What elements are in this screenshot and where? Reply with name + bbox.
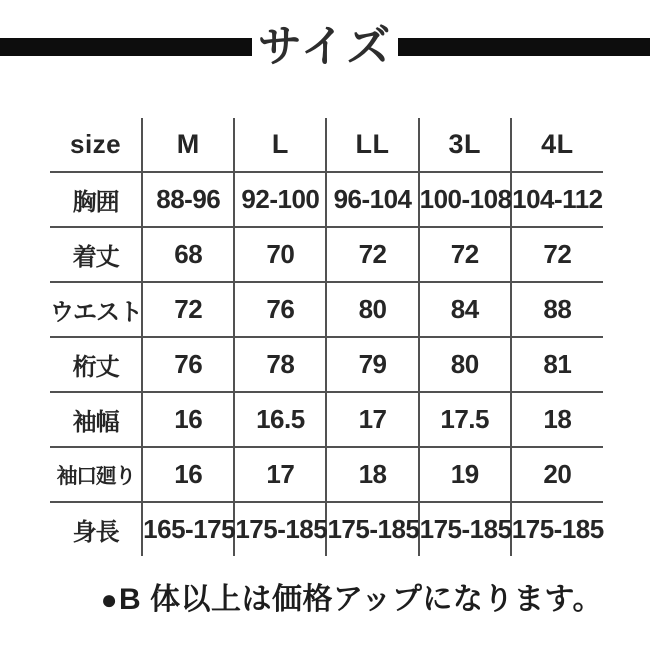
cell-sleeve-width-ll: 17 (326, 392, 418, 447)
section-title (0, 0, 650, 70)
cell-body-length-3l: 72 (419, 227, 511, 282)
size-table (50, 118, 603, 556)
cell-cuff-l: 17 (234, 447, 326, 502)
table-row-waist (50, 282, 603, 337)
cell-cuff-ll: 18 (326, 447, 418, 502)
cell-sleeve-length-4l: 81 (511, 337, 603, 392)
cell-waist-l: 76 (234, 282, 326, 337)
cell-cuff-m: 16 (142, 447, 234, 502)
page-title: サイズ (257, 21, 393, 71)
row-label-chest: 胸囲 (50, 172, 142, 227)
column-header-4l: 4L (511, 118, 603, 172)
cell-chest-l: 92-100 (234, 172, 326, 227)
cell-sleeve-length-l: 78 (234, 337, 326, 392)
cell-chest-ll: 96-104 (326, 172, 418, 227)
cell-body-length-4l: 72 (511, 227, 603, 282)
column-header-m: M (142, 118, 234, 172)
table-row-chest (50, 172, 603, 227)
cell-sleeve-length-3l: 80 (419, 337, 511, 392)
cell-sleeve-length-ll: 79 (326, 337, 418, 392)
column-header-ll: LL (326, 118, 418, 172)
cell-height-4l: 175-185 (511, 502, 603, 556)
title-rule-right (398, 38, 650, 56)
cell-sleeve-width-l: 16.5 (234, 392, 326, 447)
cell-cuff-3l: 19 (419, 447, 511, 502)
column-header-3l: 3L (419, 118, 511, 172)
cell-height-3l: 175-185 (419, 502, 511, 556)
table-row-sleeve-width (50, 392, 603, 447)
row-label-body-length: 着丈 (50, 227, 142, 282)
row-label-height: 身長 (72, 519, 119, 546)
price-note (0, 574, 650, 618)
cell-sleeve-width-4l: 18 (511, 392, 603, 447)
cell-sleeve-width-m: 16 (142, 392, 234, 447)
table-row-height (50, 502, 603, 556)
row-label-cuff: 袖口廻り (50, 447, 142, 502)
cell-body-length-l: 70 (234, 227, 326, 282)
title-rule-left (0, 38, 252, 56)
cell-waist-4l: 88 (511, 282, 603, 337)
cell-height-m: 165-175 (142, 502, 234, 556)
table-row-sleeve-length (50, 337, 603, 392)
column-header-l: L (234, 118, 326, 172)
row-label-sleeve-width: 袖幅 (50, 392, 142, 447)
cell-chest-4l: 104-112 (511, 172, 603, 227)
table-row-body-length (50, 227, 603, 282)
cell-waist-3l: 84 (419, 282, 511, 337)
row-label-sleeve-length: 桁丈 (50, 337, 142, 392)
cell-chest-m: 88-96 (142, 172, 234, 227)
cell-cuff-4l: 20 (511, 447, 603, 502)
cell-waist-ll: 80 (326, 282, 418, 337)
cell-waist-m: 72 (142, 282, 234, 337)
cell-height-ll: 175-185 (326, 502, 418, 556)
cell-chest-3l: 100-108 (419, 172, 511, 227)
table-row-cuff (50, 447, 603, 502)
price-note-text: B 体以上は価格アップになります。 (119, 583, 603, 616)
cell-height-l: 175-185 (234, 502, 326, 556)
cell-sleeve-width-3l: 17.5 (419, 392, 511, 447)
cell-body-length-m: 68 (142, 227, 234, 282)
cell-sleeve-length-m: 76 (142, 337, 234, 392)
row-label-waist: ウエスト (50, 282, 142, 337)
table-header-row (50, 118, 603, 172)
size-column-header: size (50, 118, 142, 172)
cell-body-length-ll: 72 (326, 227, 418, 282)
bullet-icon: ● (100, 584, 118, 615)
